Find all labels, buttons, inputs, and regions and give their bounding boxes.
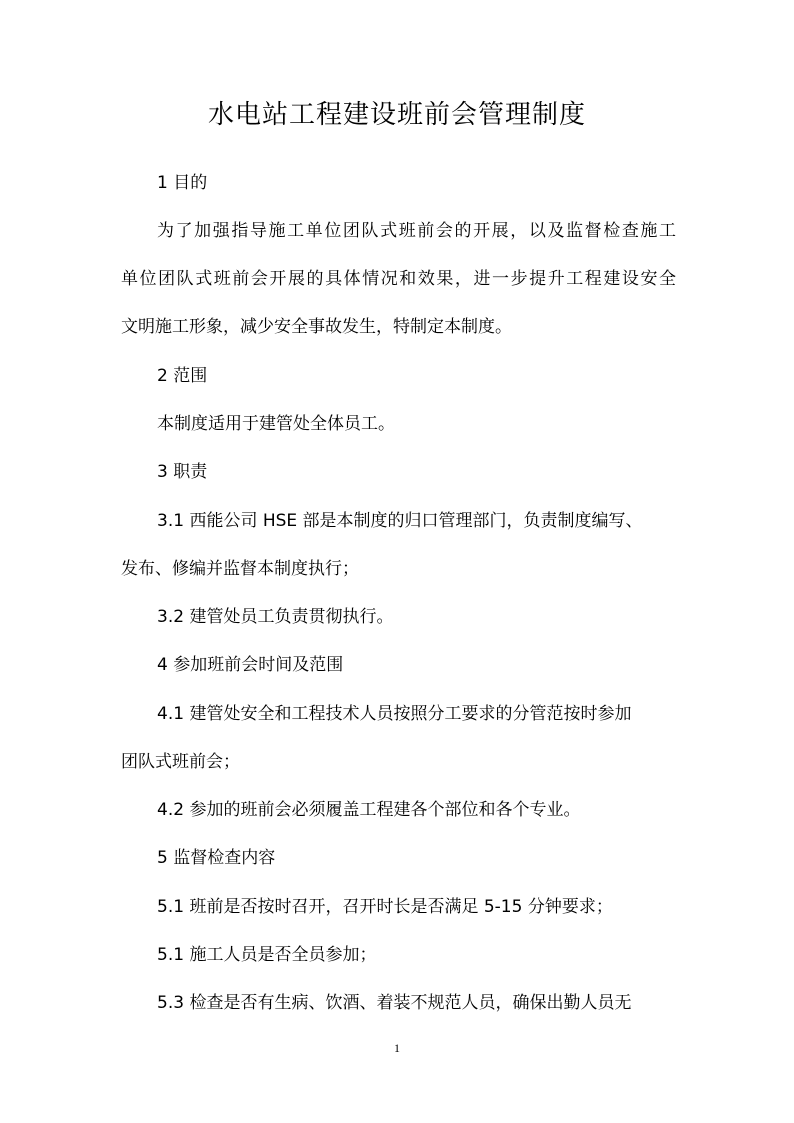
paragraph-line: 3.2 建管处员工负责贯彻执行。 — [157, 607, 394, 627]
paragraph-line: 5.1 班前是否按时召开，召开时长是否满足 5-15 分钟要求； — [157, 897, 613, 917]
paragraph-line: 文明施工形象，减少安全事故发生，特制定本制度。 — [121, 317, 512, 337]
section-heading-meeting-time: 4 参加班前会时间及范围 — [157, 655, 344, 675]
document-title: 水电站工程建设班前会管理制度 — [207, 100, 586, 130]
paragraph-line: 本制度适用于建管处全体员工。 — [157, 414, 395, 434]
paragraph-line: 团队式班前会； — [121, 752, 240, 772]
paragraph-line: 3.1 西能公司 HSE 部是本制度的归口管理部门，负责制度编写、 — [157, 511, 643, 531]
paragraph-line: 单位团队式班前会开展的具体情况和效果，进一步提升工程建设安全 — [121, 269, 676, 289]
paragraph-line: 5.3 检查是否有生病、饮酒、着装不规范人员，确保出勤人员无 — [157, 993, 632, 1013]
paragraph-line: 4.1 建管处安全和工程技术人员按照分工要求的分管范按时参加 — [157, 704, 632, 724]
paragraph-line: 5.1 施工人员是否全员参加； — [157, 945, 377, 965]
section-heading-duties: 3 职责 — [157, 462, 208, 482]
section-heading-purpose: 1 目的 — [157, 173, 208, 193]
paragraph-line: 4.2 参加的班前会必须履盖工程建各个部位和各个专业。 — [157, 800, 581, 820]
paragraph-line: 为了加强指导施工单位团队式班前会的开展，以及监督检查施工 — [157, 221, 676, 241]
page-number: 1 — [394, 1041, 400, 1055]
section-heading-scope: 2 范围 — [157, 366, 208, 386]
section-heading-inspection: 5 监督检查内容 — [157, 848, 276, 868]
paragraph-line: 发布、修编并监督本制度执行； — [121, 559, 359, 579]
